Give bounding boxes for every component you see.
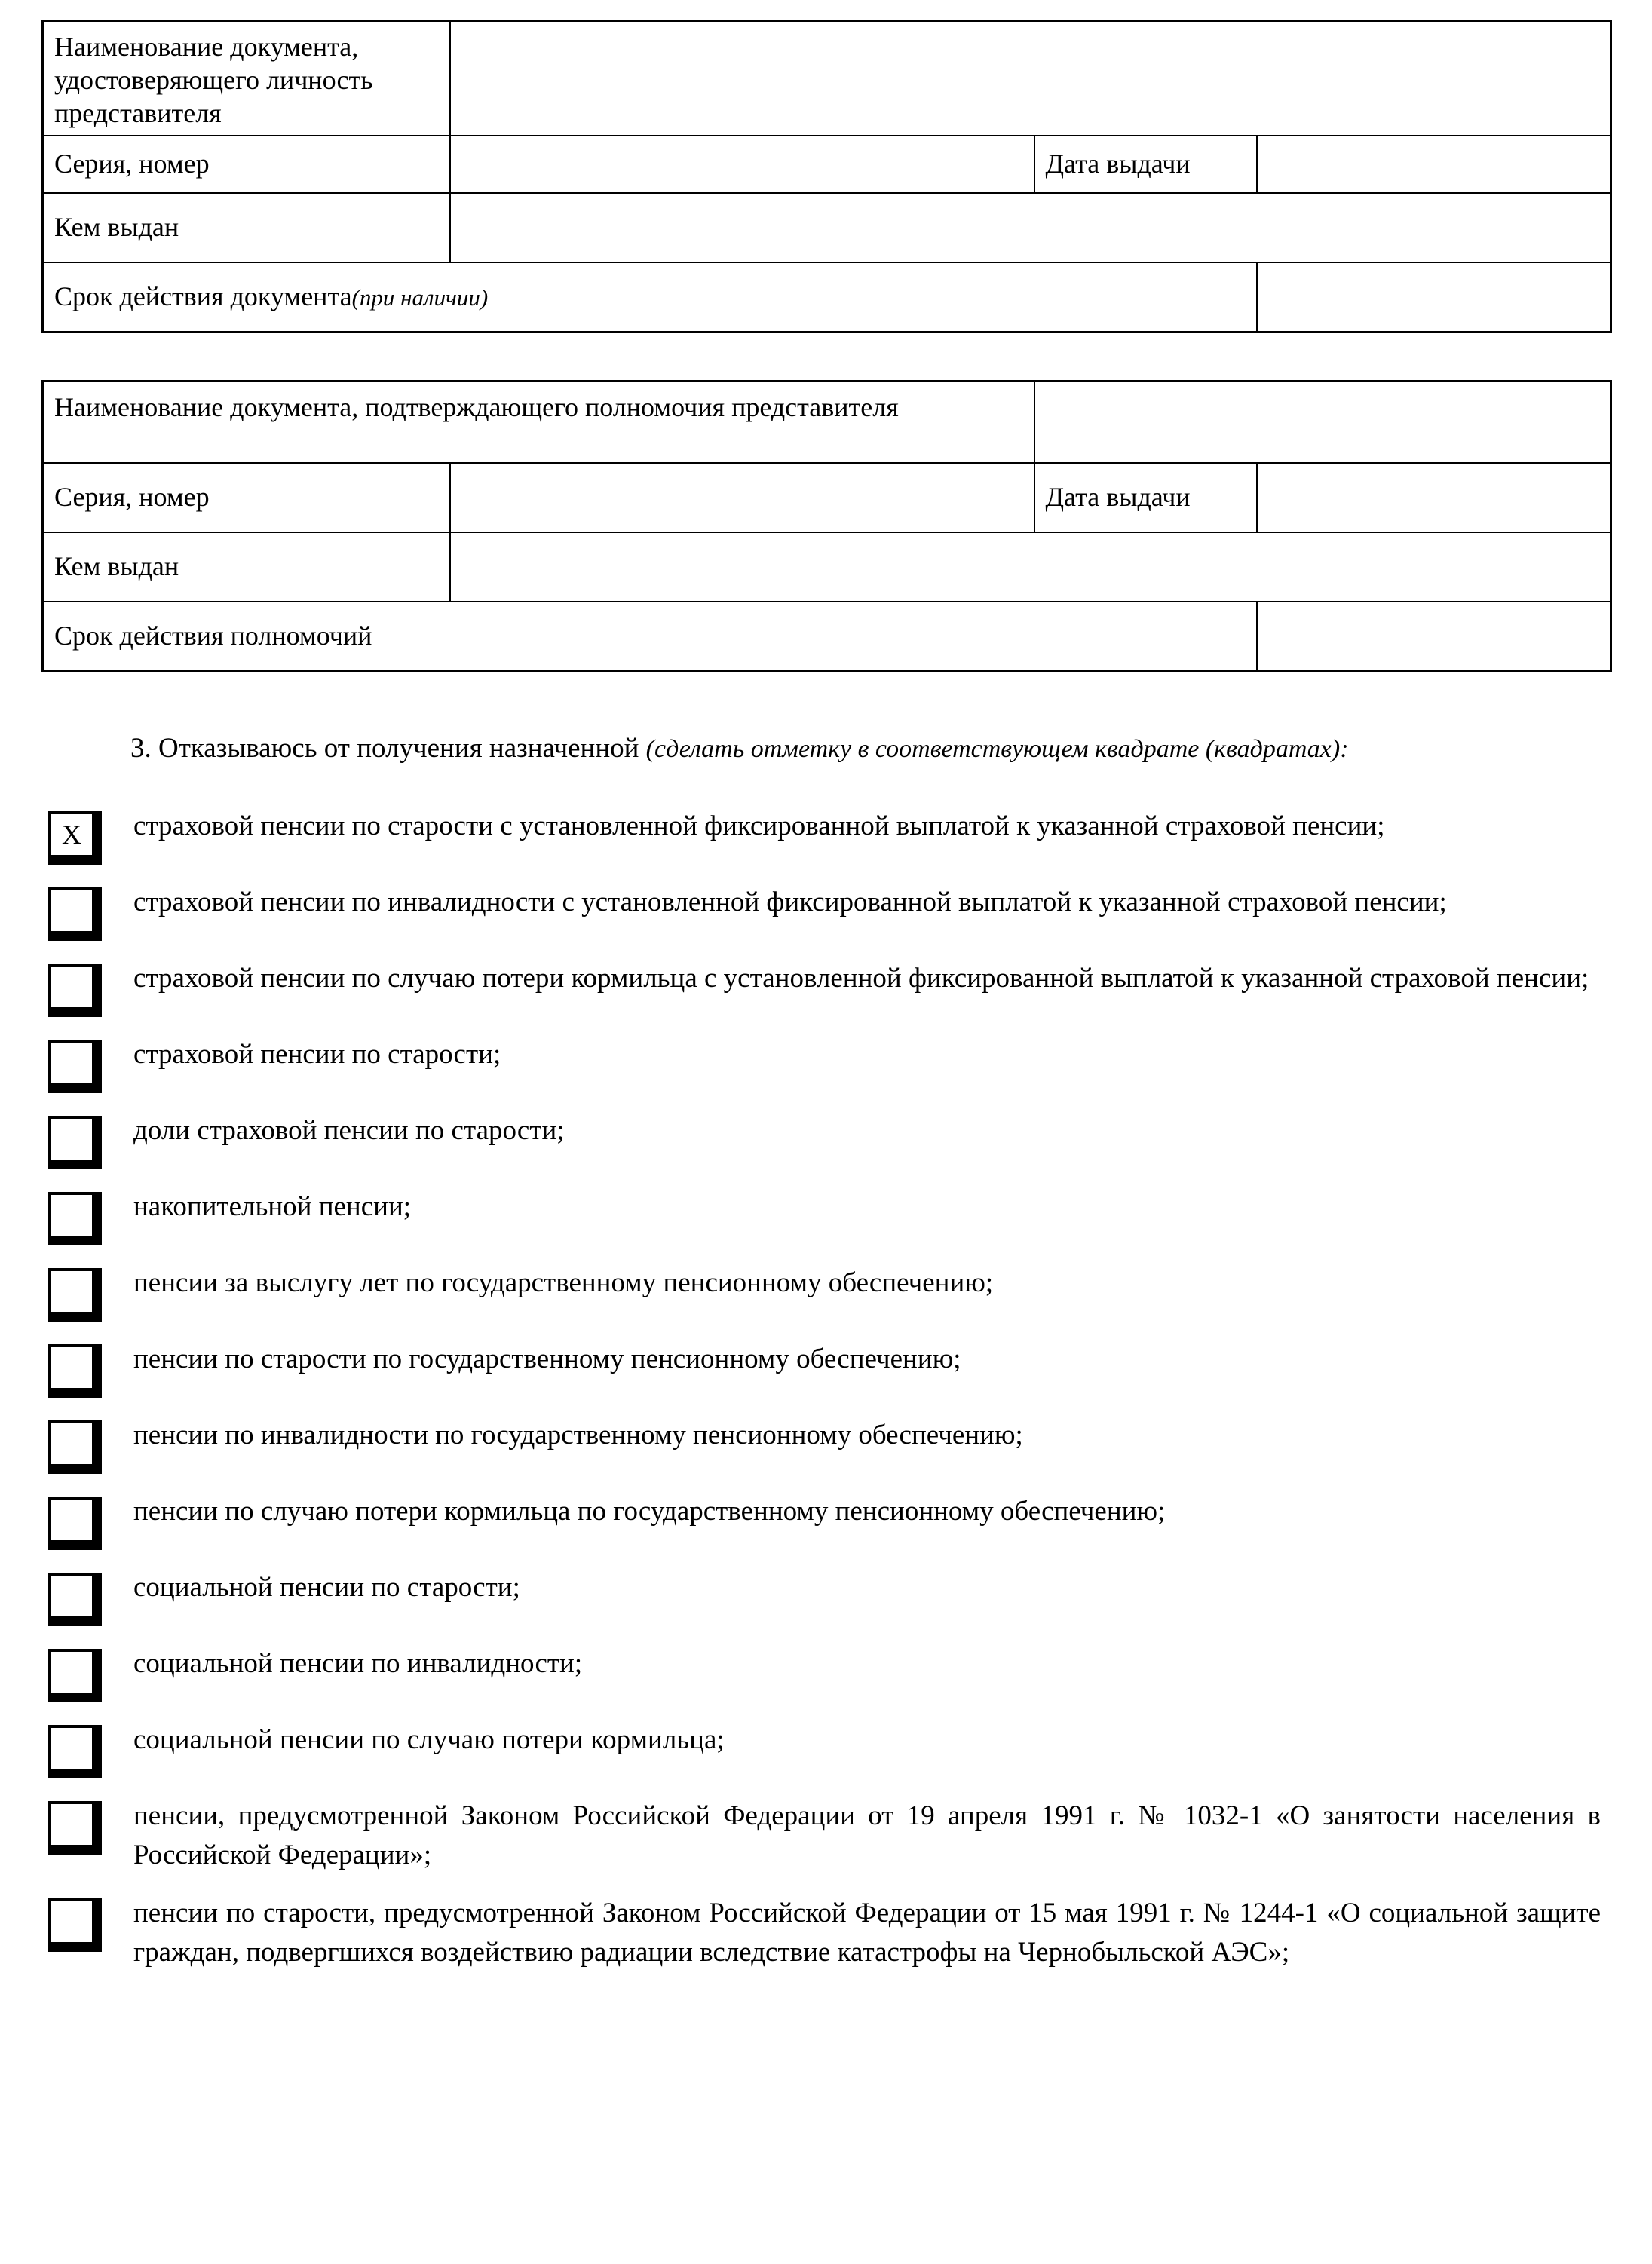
checkbox-1[interactable]: [48, 887, 102, 941]
option-label: пенсии по случаю потери кормильца по государственному пенсионному обеспечению;: [133, 1495, 1166, 1527]
identity-series-value[interactable]: [450, 136, 1034, 193]
list-item: [0, 1034, 1652, 1093]
option-label: пенсии, предусмотренной Законом Российской Федерации от 19 апреля 1991 г. № 1032-1 «О занятости населения в Российской Федерации»;: [133, 1800, 1601, 1871]
checkbox-5[interactable]: [48, 1192, 102, 1245]
option-label: страховой пенсии по старости с установленной фиксированной выплатой к указанной страховой пенсии;: [133, 810, 1385, 841]
option-label: пенсии по старости, предусмотренной Законом Российской Федерации от 15 мая 1991 г. № 1244-1 «О социальной защите граждан, подвергшихся воздействию радиации вследствие катастрофы на Чернобыльской АЭС»;: [133, 1897, 1601, 1968]
authority-doc-name-value[interactable]: [1034, 381, 1611, 463]
section-3-lead: Отказываюсь от получения назначенной: [158, 732, 639, 764]
checkbox-3[interactable]: [48, 1040, 102, 1093]
checkbox-10[interactable]: [48, 1573, 102, 1626]
identity-issued-by-label: Кем выдан: [43, 193, 450, 262]
table-row: [43, 193, 1611, 262]
identity-document-table: [41, 20, 1612, 333]
option-label: социальной пенсии по инвалидности;: [133, 1647, 583, 1679]
checkbox-12[interactable]: [48, 1725, 102, 1778]
list-item: [0, 957, 1652, 1017]
list-item: [0, 805, 1652, 865]
authority-series-value[interactable]: [450, 463, 1034, 532]
table-row: [43, 463, 1611, 532]
checkbox-0[interactable]: X: [48, 811, 102, 865]
identity-issue-date-label: Дата выдачи: [1034, 136, 1257, 193]
option-label: доли страховой пенсии по старости;: [133, 1114, 565, 1146]
list-item: [0, 1795, 1652, 1876]
table-row: [43, 136, 1611, 193]
authority-issued-by-label: Кем выдан: [43, 532, 450, 602]
option-label: социальной пенсии по старости;: [133, 1571, 520, 1603]
checkbox-14[interactable]: [48, 1898, 102, 1952]
checkbox-7[interactable]: [48, 1344, 102, 1398]
identity-series-label: Серия, номер: [43, 136, 450, 193]
list-item: [0, 1338, 1652, 1398]
authority-issue-date-label: Дата выдачи: [1034, 463, 1257, 532]
checkbox-2[interactable]: [48, 964, 102, 1017]
authority-document-table: [41, 380, 1612, 672]
section-3-paragraph: [44, 728, 1605, 769]
identity-issue-date-value[interactable]: [1257, 136, 1611, 193]
authority-series-label: Серия, номер: [43, 463, 450, 532]
checkbox-4[interactable]: [48, 1116, 102, 1169]
authority-doc-name-label: Наименование документа, подтверждающего полномочия представителя: [43, 381, 1034, 463]
list-item: [0, 1110, 1652, 1169]
list-item: [0, 1567, 1652, 1626]
checkbox-11[interactable]: [48, 1649, 102, 1702]
option-label: страховой пенсии по старости;: [133, 1038, 501, 1070]
checkbox-6[interactable]: [48, 1268, 102, 1322]
identity-validity-label-hint: (при наличии): [351, 283, 489, 311]
option-label: страховой пенсии по случаю потери кормильца с установленной фиксированной выплатой к указанной страховой пенсии;: [133, 962, 1589, 994]
pension-type-option-list: [0, 805, 1652, 1973]
identity-doc-name-value[interactable]: [450, 21, 1611, 136]
option-label: пенсии за выслугу лет по государственному пенсионному обеспечению;: [133, 1267, 994, 1298]
table-row: [43, 602, 1611, 672]
option-label: пенсии по старости по государственному пенсионному обеспечению;: [133, 1343, 961, 1374]
list-item: [0, 1892, 1652, 1973]
identity-validity-value[interactable]: [1257, 262, 1611, 332]
checkbox-9[interactable]: [48, 1497, 102, 1550]
list-item: [0, 1643, 1652, 1702]
list-item: [0, 1262, 1652, 1322]
authority-validity-label-text: Срок действия полномочий: [54, 620, 372, 651]
checkbox-13[interactable]: [48, 1801, 102, 1855]
option-label: накопительной пенсии;: [133, 1190, 412, 1222]
list-item: [0, 1719, 1652, 1778]
authority-issue-date-value[interactable]: [1257, 463, 1611, 532]
authority-issued-by-value[interactable]: [450, 532, 1611, 602]
identity-validity-label-text: Срок действия документа: [54, 280, 352, 311]
list-item: [0, 881, 1652, 941]
option-label: социальной пенсии по случаю потери кормильца;: [133, 1723, 725, 1755]
section-3-number: 3.: [130, 732, 152, 764]
table-row: [43, 262, 1611, 332]
list-item: [0, 1490, 1652, 1550]
list-item: [0, 1186, 1652, 1245]
option-label: пенсии по инвалидности по государственному пенсионному обеспечению;: [133, 1419, 1023, 1451]
identity-issued-by-value[interactable]: [450, 193, 1611, 262]
identity-validity-label: [43, 262, 1257, 332]
authority-validity-label: [43, 602, 1257, 672]
table-row: [43, 21, 1611, 136]
table-row: [43, 532, 1611, 602]
list-item: [0, 1414, 1652, 1474]
checkbox-8[interactable]: [48, 1420, 102, 1474]
option-label: страховой пенсии по инвалидности с установленной фиксированной выплатой к указанной страховой пенсии;: [133, 886, 1447, 918]
section-3-instruction: (сделать отметку в соответствующем квадрате (квадратах):: [645, 734, 1349, 763]
identity-doc-name-label: Наименование документа, удостоверяющего личность представителя: [43, 21, 450, 136]
authority-validity-value[interactable]: [1257, 602, 1611, 672]
table-row: [43, 381, 1611, 463]
